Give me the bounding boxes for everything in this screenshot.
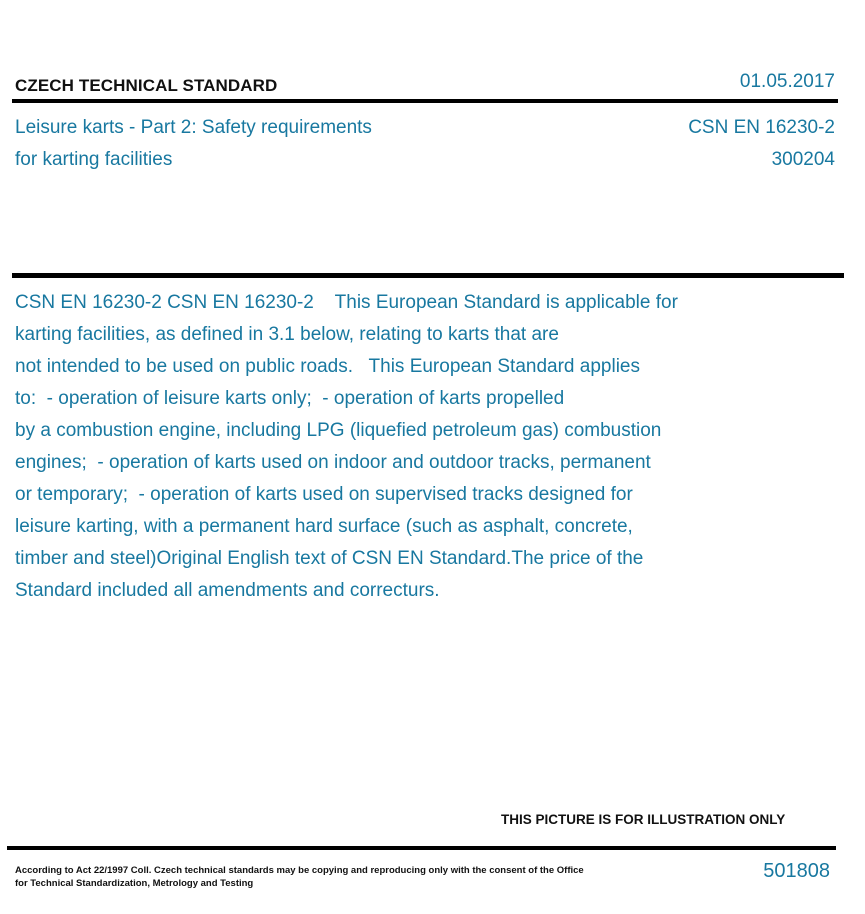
classification-number: 300204	[771, 149, 835, 170]
abstract-text	[15, 287, 785, 607]
standard-title-line-2: for karting facilities	[15, 149, 173, 170]
legal-notice	[15, 864, 584, 890]
abstract-line: CSN EN 16230-2 CSN EN 16230-2 This European Standard is applicable for	[15, 292, 678, 313]
catalog-code: 501808	[763, 860, 830, 882]
document-type-label: CZECH TECHNICAL STANDARD	[15, 76, 278, 95]
abstract-line: timber and steel)Original English text of CSN EN Standard.The price of the	[15, 548, 644, 569]
standard-number: CSN EN 16230-2	[688, 117, 835, 138]
abstract-line: to: - operation of leisure karts only; - operation of karts propelled	[15, 388, 565, 409]
section-divider	[12, 273, 844, 278]
publication-date: 01.05.2017	[739, 71, 835, 92]
legal-notice-line-2: for Technical Standardization, Metrology and Testing	[15, 878, 254, 889]
header-divider	[12, 99, 838, 103]
abstract-line: by a combustion engine, including LPG (liquefied petroleum gas) combustion	[15, 420, 662, 441]
abstract-line: leisure karting, with a permanent hard surface (such as asphalt, concrete,	[15, 516, 633, 537]
abstract-line: Standard included all amendments and correcturs.	[15, 580, 440, 601]
abstract-line: engines; - operation of karts used on indoor and outdoor tracks, permanent	[15, 452, 651, 473]
abstract-line: karting facilities, as defined in 3.1 below, relating to karts that are	[15, 324, 559, 345]
legal-notice-line-1: According to Act 22/1997 Coll. Czech technical standards may be copying and reproducing only with the consent of the Office	[15, 865, 584, 876]
illustration-disclaimer: THIS PICTURE IS FOR ILLUSTRATION ONLY	[501, 812, 786, 827]
abstract-line: or temporary; - operation of karts used on supervised tracks designed for	[15, 484, 633, 505]
footer-divider	[7, 846, 836, 850]
standard-title-line-1: Leisure karts - Part 2: Safety requirements	[15, 117, 372, 138]
abstract-line: not intended to be used on public roads. This European Standard applies	[15, 356, 640, 377]
